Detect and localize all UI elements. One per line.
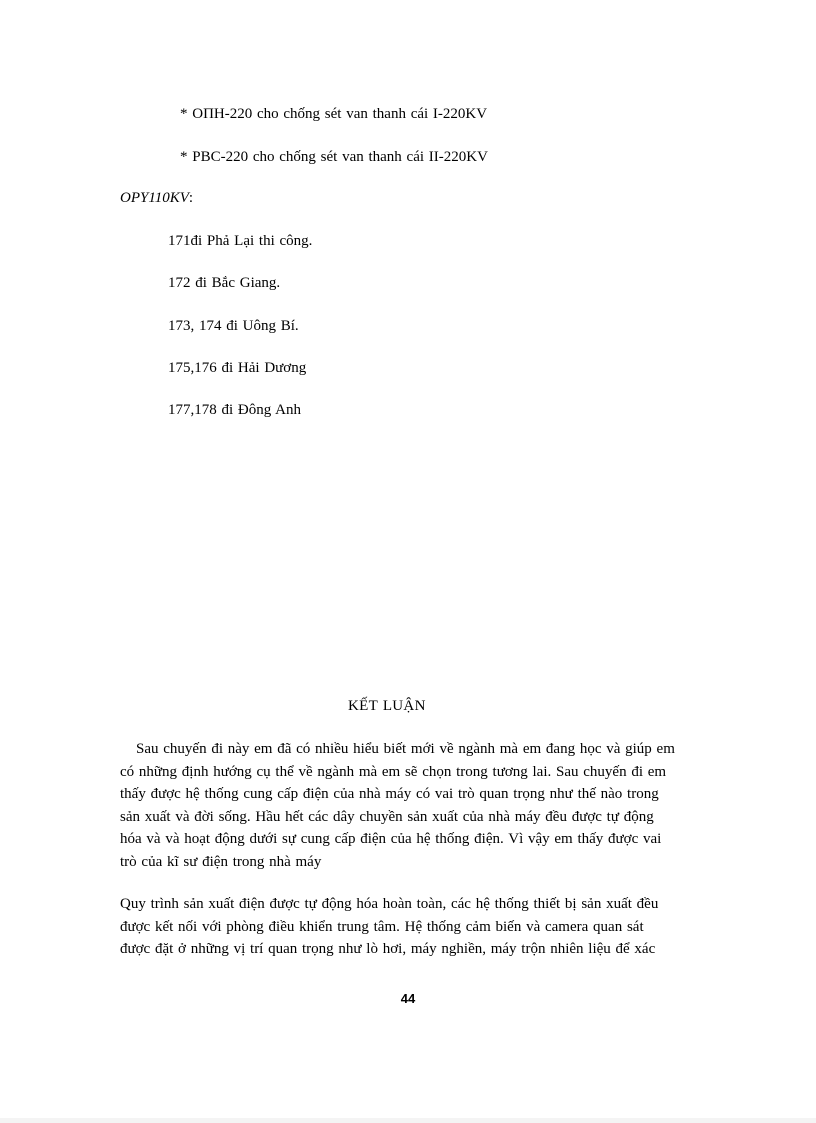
- paragraph-line: Sau chuyến đi này em đã có nhiều hiểu biết mới về ngành mà em đang học và giúp em: [136, 741, 675, 757]
- conclusion-title: KẾT LUẬN: [348, 698, 426, 714]
- opy-item: 177,178 đi Đông Anh: [168, 402, 302, 418]
- page-number: 44: [400, 991, 416, 1006]
- paragraph-line: Quy trình sản xuất điện được tự động hóa hoàn toàn, các hệ thống thiết bị sản xuất đều: [120, 896, 659, 912]
- paragraph-line: thấy được hệ thống cung cấp điện của nhà máy có vai trò quan trọng như thế nào trong: [120, 786, 659, 802]
- opy-item: 173, 174 đi Uông Bí.: [168, 318, 299, 334]
- list-item-pbc-220: * PBC-220 cho chống sét van thanh cái II-220KV: [180, 149, 488, 165]
- paragraph-line: trò của kĩ sư điện trong nhà máy: [120, 854, 322, 870]
- opy-item: 175,176 đi Hải Dương: [168, 360, 307, 376]
- paragraph-line: hóa và và hoạt động dưới sự cung cấp điện của hệ thống điện. Vì vậy em thấy được vai: [120, 831, 662, 847]
- paragraph-line: có những định hướng cụ thể về ngành mà em sẽ chọn trong tương lai. Sau chuyến đi em: [120, 764, 667, 780]
- opy-heading: [120, 189, 193, 207]
- paragraph-line: được đặt ở những vị trí quan trọng như lò hơi, máy nghiền, máy trộn nhiên liệu để xác: [120, 941, 656, 957]
- opy-heading-text: OPY110KV: [120, 190, 189, 206]
- paragraph-line: được kết nối với phòng điều khiển trung tâm. Hệ thống cảm biến và camera quan sát: [120, 919, 644, 935]
- page-bottom-edge: [0, 1118, 816, 1123]
- list-item-o-pi-h-220: * OПH-220 cho chống sét van thanh cái I-220KV: [180, 106, 488, 122]
- opy-item: 171đi Phả Lại thi công.: [168, 233, 313, 249]
- opy-heading-colon: :: [188, 190, 194, 206]
- opy-item: 172 đi Bắc Giang.: [168, 275, 281, 291]
- paragraph-line: sản xuất và đời sống. Hầu hết các dây chuyền sản xuất của nhà máy đều được tự động: [120, 809, 654, 825]
